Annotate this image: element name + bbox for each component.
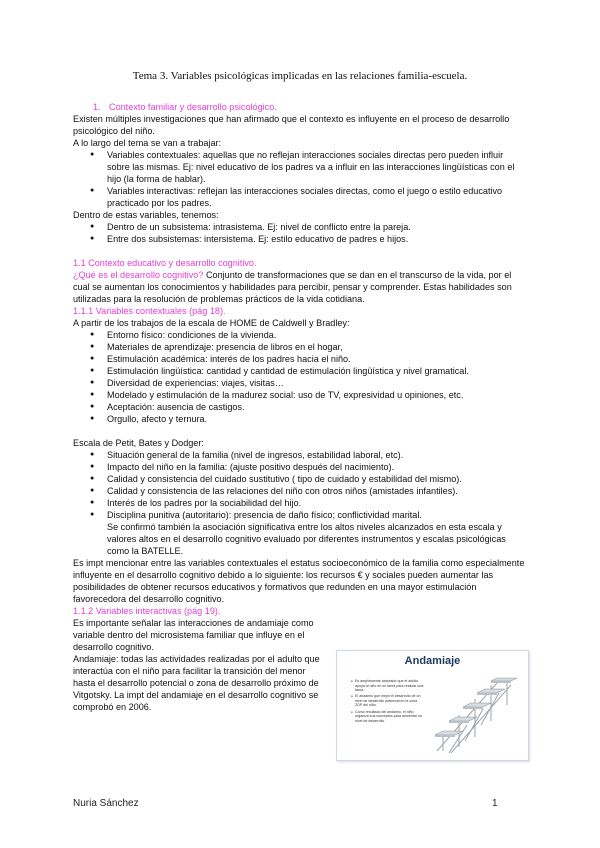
list-item: ● Dentro de un subsistema: intrasistema. Ej: nivel de conflicto entre la pareja. <box>107 221 528 233</box>
section-1-1-1-heading: 1.1.1 Variables contextuales (pág 18). <box>73 306 226 316</box>
section-1-lead-2: Dentro de estas variables, tenemos: <box>73 210 219 220</box>
section-1-intro: Existen múltiples investigaciones que han afirmado que el contexto es influyente en el proceso de desarrollo psicológico del niño. <box>73 114 510 136</box>
list-item: ● Interés de los padres por la sociabilidad del hijo. <box>107 497 528 509</box>
scaffold-stairs-icon <box>429 675 521 755</box>
list-item: ● Situación general de la familia (nivel de ingresos, estabilidad laboral, etc). <box>107 449 528 461</box>
list-item: ● Diversidad de experiencias: viajes, visitas… <box>107 377 528 389</box>
section-1-number: 1. <box>93 102 101 112</box>
list-item: ● Impacto del niño en la familia: (ajuste positivo después del nacimiento). <box>107 461 528 473</box>
list-item: ● Calidad y consistencia del cuidado sustitutivo ( tipo de cuidado y estabilidad del mismo). <box>107 473 528 485</box>
list-item: ● Aceptación: ausencia de castigos. <box>107 401 528 413</box>
list-item: ● Entre dos subsistemas: intersistema. Ej: estilo educativo de padres e hijos. <box>107 233 528 245</box>
list-item: ● Modelado y estimulación de la madurez social: uso de TV, expresividad u opiniones, etc. <box>107 389 528 401</box>
list-item: ● Variables contextuales: aquellas que no reflejan interacciones sociales directas pero pueden influir sobre las mismas. Ej: nivel educativo de los padres va a influir en las interacciones lingüísticas con el hijo (la forma de hablar). <box>107 149 528 185</box>
andamiaje-figure <box>336 650 529 761</box>
list-item: ● Estimulación lingüística: cantidad y cantidad de estimulación lingüística y nivel gramatical. <box>107 365 528 377</box>
figure-bullet: ● Como resultado del andamio, el niño organiza sus conceptos para aumentar su nivel de desarrollo. <box>351 710 425 724</box>
figure-bullet: ● Es ampliamente aceptado que el adulto apoya al niño en su tarea para realizar una tarea. <box>351 679 425 693</box>
figure-title: Andamiaje <box>404 655 461 667</box>
list-item: ● Materiales de aprendizaje: presencia de libros en el hogar, <box>107 341 528 353</box>
section-1-title: Contexto familiar y desarrollo psicológico. <box>109 102 277 112</box>
bullet-continuation: Se confirmó también la asociación significativa entre los altos niveles alcanzados en esta escala y valores altos en el desarrollo cognitivo evaluado por diferentes instrumentos y escalas psicológicas como la BATELLE. <box>107 522 506 556</box>
section-1-heading <box>93 101 528 113</box>
section-1-1-2-heading: 1.1.2 Variables interactivas (pág 19). <box>73 606 221 616</box>
list-item: ● Calidad y consistencia de las relaciones del niño con otros niños (amistades infantiles). <box>107 485 528 497</box>
list-item: ● Variables interactivas: reflejan las interacciones sociales directas, como el juego o estilo educativo practicado por los padres. <box>107 185 528 209</box>
home-scale-lead: A partir de los trabajos de la escala de HOME de Caldwell y Bradley: <box>73 318 350 328</box>
list-item: ● Estimulación académica: interés de los padres hacia el niño. <box>107 353 528 365</box>
section-1-bullets <box>73 149 528 209</box>
document-body <box>73 101 528 713</box>
list-item <box>107 509 528 557</box>
section-1-1-heading: 1.1 Contexto educativo y desarrollo cognitivo. <box>73 258 257 268</box>
petit-scale-bullets <box>73 449 528 557</box>
section-1-lead: A lo largo del tema se van a trabajar: <box>73 138 222 148</box>
section-1-1-definition <box>73 269 528 305</box>
list-item-text: Disciplina punitiva (autoritario): presencia de daño físico; conflictividad marital. <box>107 510 422 520</box>
figure-bullets <box>351 679 425 725</box>
list-item: ● Entorno físico: condiciones de la vivienda. <box>107 329 528 341</box>
socioeconomic-paragraph: Es impt mencionar entre las variables contextuales el estatus socioeconómico de la familia como especialmente influyente en el desarrollo cognitivo debido a lo siguiente: los recursos € y sociales pueden aumentar las posibilidades de obtener recursos educativos y formativos que redunden en una mayor estimulación favorecedora del desarrollo cognitivo. <box>73 558 525 604</box>
cognitive-question: ¿Qué es el desarrollo cognitivo? <box>73 270 204 280</box>
andamiaje-paragraph-1: Es importante señalar las interacciones de andamiaje como variable dentro del microsistema familiar que influye en el desarrollo cognitivo. <box>73 618 314 652</box>
interactive-variables-column <box>73 617 328 713</box>
document-title: Tema 3. Variables psicológicas implicadas en las relaciones familia-escuela. <box>132 70 468 82</box>
footer-author: Nuria Sánchez <box>73 798 139 809</box>
home-scale-bullets <box>73 329 528 425</box>
section-1-bullets-2 <box>73 221 528 245</box>
cognitive-definition: Conjunto de transformaciones que se dan en el transcurso de la vida, por el cual se aumentan los conocimientos y habilidades para percibir, pensar y comprender. Estas habilidades son utilizadas para la resolución de problemas prácticos de la vida cotidiana. <box>73 270 512 304</box>
figure-bullet: ● El andamio que mejor el desarrollo de un nivel de desarrollo potencial en la zona ZDP del niño. <box>351 694 425 708</box>
list-item: ● Orgullo, afecto y ternura. <box>107 413 528 425</box>
page-number: 1 <box>492 798 498 809</box>
petit-scale-lead: Escala de Petit, Bates y Dodger: <box>73 438 204 448</box>
andamiaje-paragraph-2: Andamiaje: todas las actividades realizadas por el adulto que interactúa con el niño para facilitar la transición del menor hasta el desarrollo potencial o zona de desarrollo próximo de Vitgotsky. La impt del andamiaje en el desarrollo cognitivo se comprobó en 2006. <box>73 654 320 712</box>
